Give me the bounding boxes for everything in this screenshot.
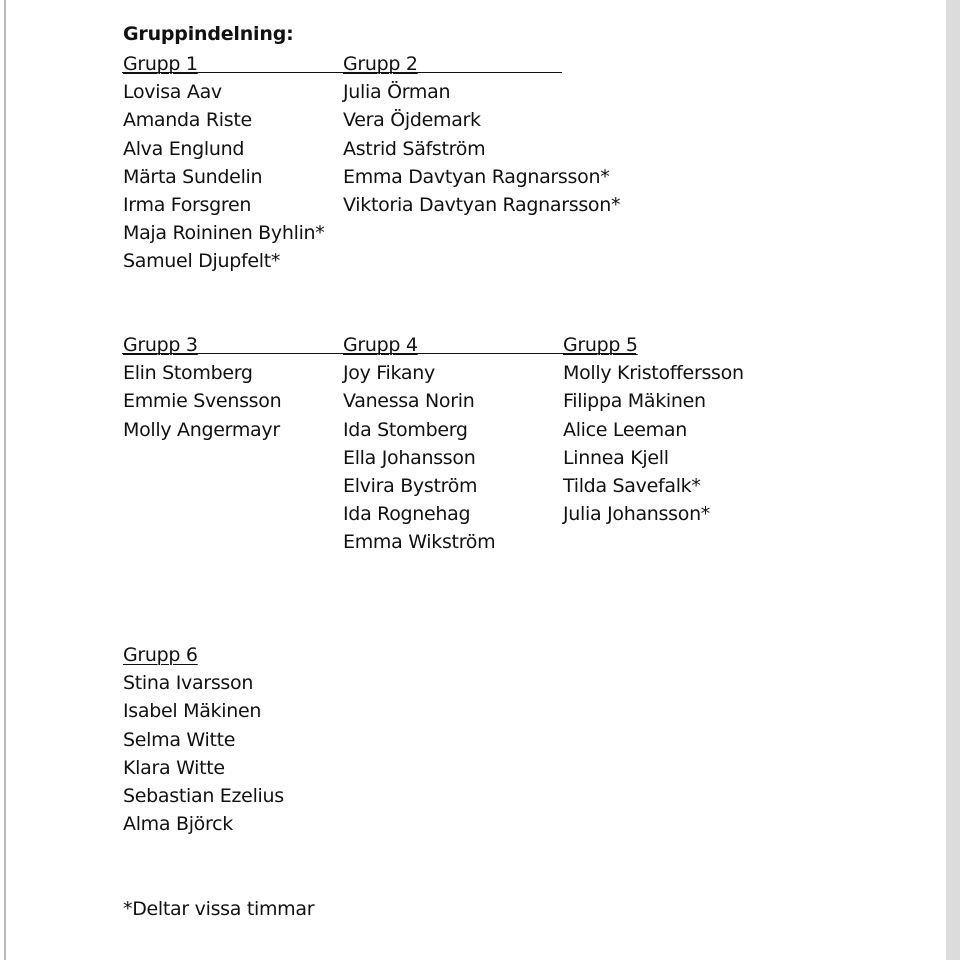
group-member: Julia Örman (343, 81, 451, 104)
group-member: Molly Angermayr (123, 418, 280, 441)
group-member: Emma Davtyan Ragnarsson* (343, 165, 610, 188)
group-heading: Grupp 2 (343, 53, 418, 75)
group-6 (123, 641, 284, 838)
group-member: Klara Witte (123, 756, 225, 779)
group-member: Alma Björck (123, 813, 233, 836)
group-member: Elin Stomberg (123, 362, 253, 385)
group-member: Ella Johansson (343, 446, 476, 469)
group-member: Maja Roininen Byhlin* (123, 222, 325, 245)
group-member: Isabel Mäkinen (123, 700, 262, 723)
page-right-edge (946, 0, 960, 960)
group-5 (563, 331, 744, 528)
group-member: Lovisa Aav (123, 81, 222, 104)
group-4 (343, 331, 495, 557)
group-member: Märta Sundelin (123, 165, 263, 188)
group-member: Sebastian Ezelius (123, 784, 284, 807)
group-heading: Grupp 5 (563, 334, 638, 356)
group-member: Emmie Svensson (123, 390, 282, 413)
group-heading: Grupp 3 (123, 334, 198, 356)
page-left-edge (4, 0, 6, 960)
group-member: Joy Fikany (343, 362, 435, 385)
group-member: Amanda Riste (123, 109, 252, 132)
group-member: Irma Forsgren (123, 193, 252, 216)
document-title: Gruppindelning: (123, 23, 294, 45)
group-member: Ida Stomberg (343, 418, 468, 441)
group-member: Vanessa Norin (343, 390, 475, 413)
footnote: *Deltar vissa timmar (123, 898, 315, 920)
group-member: Linnea Kjell (563, 446, 669, 469)
group-heading: Grupp 6 (123, 644, 198, 666)
group-member: Stina Ivarsson (123, 672, 254, 695)
group-heading: Grupp 4 (343, 334, 418, 356)
group-1 (123, 50, 325, 276)
group-member: Viktoria Davtyan Ragnarsson* (343, 193, 621, 216)
group-member: Selma Witte (123, 728, 236, 751)
group-member: Alice Leeman (563, 418, 687, 441)
group-3 (123, 331, 281, 444)
group-member: Tilda Savefalk* (563, 474, 701, 497)
group-member: Filippa Mäkinen (563, 390, 706, 413)
group-member: Elvira Byström (343, 474, 478, 497)
group-member: Ida Rognehag (343, 503, 471, 526)
group-heading: Grupp 1 (123, 53, 198, 75)
group-member: Samuel Djupfelt* (123, 250, 281, 273)
group-member: Alva Englund (123, 137, 245, 160)
group-2 (343, 50, 620, 219)
group-member: Astrid Säfström (343, 137, 486, 160)
group-member: Molly Kristoffersson (563, 362, 744, 385)
group-member: Vera Öjdemark (343, 109, 481, 132)
group-member: Emma Wikström (343, 531, 496, 554)
group-member: Julia Johansson* (563, 503, 711, 526)
